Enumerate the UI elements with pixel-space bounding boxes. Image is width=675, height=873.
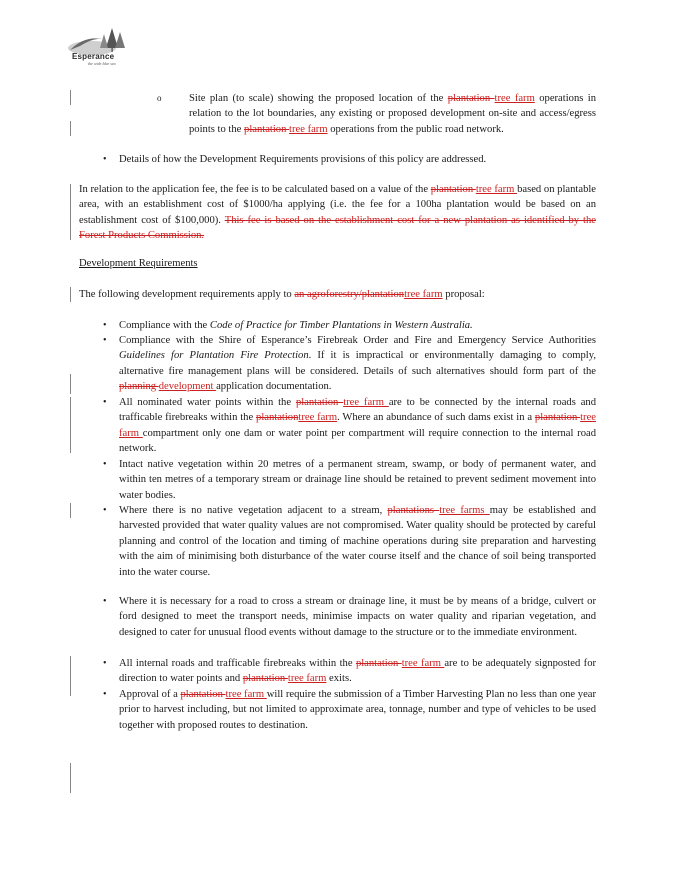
requirement-item: Approval of a plantation tree farm will require the submission of a Timber Harvesting Plan no less than one year prior to harvest including, but not limited to approximate area, tonnage, number and type of vehicles to be used together with proposed routes to destination.	[119, 689, 597, 731]
details-item: Details of how the Development Requirements provisions of this policy are addressed.	[119, 154, 487, 165]
bullet-marker: •	[103, 658, 107, 669]
bullet-marker: •	[103, 397, 107, 408]
bullet-marker: •	[103, 689, 107, 700]
shire-logo	[66, 26, 132, 70]
bullet-marker: •	[103, 596, 107, 607]
change-bar	[70, 763, 71, 793]
change-bar	[70, 184, 71, 240]
fee-paragraph: In relation to the application fee, the fee is to be calculated based on a value of the plantation tree farm based on plantable area, with an establishment cost of $1000/ha applying (i.e. the fee for a 100ha plantation would be based on an establishment cost of $100,000). This fee is based on the establishment cost for a new plantation as identified by the Forest Products Commission.	[79, 184, 597, 242]
change-bar	[70, 374, 71, 394]
requirement-item: Where there is no native vegetation adjacent to a stream, plantations tree farms may be established and harvested provided that water quality values are not compromised. Water quality should be protected by careful planning and control of the location and timing of machine operations during site preparation and harvesting with the aim of minimising both disturbance of the water course itself and the chance of soil being transported into the water course.	[119, 505, 597, 578]
intro-paragraph: The following development requirements apply to an agroforestry/plantationtree farm proposal:	[79, 289, 485, 300]
bullet-marker: •	[103, 505, 107, 516]
logo-tagline: the wide blue sea	[88, 61, 116, 66]
requirement-item: All nominated water points within the plantation tree farm are to be connected by the internal roads and trafficable firebreaks within the plantationtree farm. Where an abundance of such dams exist in a plantation tree farm compartment only one dam or water point per compartment will require connection to the internal road network.	[119, 397, 597, 455]
bullet-marker: •	[103, 154, 107, 165]
change-bar	[70, 503, 71, 518]
section-heading: Development Requirements	[79, 258, 198, 269]
site-plan-item: Site plan (to scale) showing the proposed location of the plantation tree farm operations in relation to the lot boundaries, any existing or proposed development on-site and access/egress points to the plantation tree farm operations from the public road network.	[189, 93, 596, 135]
change-bar	[70, 121, 71, 136]
bullet-marker: •	[103, 320, 107, 331]
bullet-marker: •	[103, 335, 107, 346]
requirement-item: Where it is necessary for a road to cross a stream or drainage line, it must be by means of a bridge, culvert or ford designed to meet the transport needs, minimise impacts on water quality and riparian vegetation, and designed to cater for unusual flood events without damage to the structure or to the immediate environment.	[119, 596, 596, 638]
sub-bullet-marker: o	[157, 93, 162, 103]
change-bar	[70, 287, 71, 302]
requirement-item: Compliance with the Shire of Esperance’s Firebreak Order and Fire and Emergency Service Authorities Guidelines for Plantation Fire Protection. If it is impractical or environmentally damaging to comply, alternative fire management plans will be considered. Details of such alternatives should form part of the planning development application documentation.	[119, 335, 596, 393]
change-bar	[70, 90, 71, 105]
logo-wordmark: Esperance	[72, 52, 115, 61]
requirement-item: Compliance with the Code of Practice for Timber Plantations in Western Australia.	[119, 320, 473, 331]
change-bar	[70, 656, 71, 696]
requirement-item: All internal roads and trafficable firebreaks within the plantation tree farm are to be adequately signposted for direction to water points and plantation tree farm exits.	[119, 658, 597, 685]
bullet-marker: •	[103, 459, 107, 470]
requirement-item: Intact native vegetation within 20 metres of a permanent stream, swamp, or body of permanent water, and within ten metres of a temporary stream or drainage line should be retained to prevent sediment movement into water bodies.	[119, 459, 596, 501]
change-bar	[70, 397, 71, 453]
